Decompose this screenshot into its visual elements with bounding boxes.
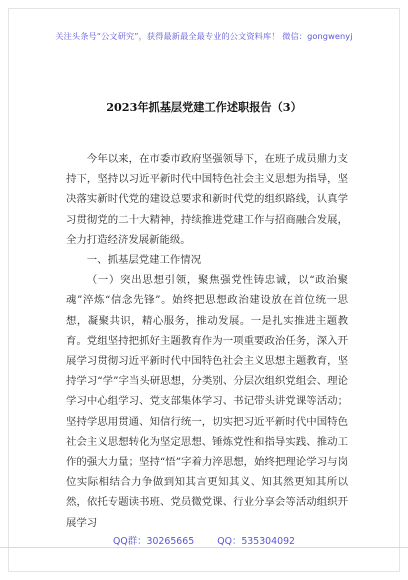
intro-paragraph: 今年以来，在市委市政府坚强领导下，在班子成员鼎力支持下，坚持以习近平新时代中国特色社会主义思想为指导，坚决落实新时代党的建设总要求和新时代党的组织路线，认真学习贯彻党的二十大精神，持续推进党建工作与招商融合发展，全力打造经济发展新能级。 [66,153,348,246]
qq-label: QQ：535304092 [217,536,296,547]
section-heading: 一、抓基层党建工作情况 [86,254,202,267]
body-paragraph: （一）突出思想引领，聚焦强党性铸忠诚，以“政治聚魂”淬炼“信念先锋”。始终把思想政治建设放在首位统一思想，凝聚共识，精心服务，推动发展。一是扎实推进主题教育。党组坚持把抓好主题教育作为一项重要政治任务，深入开展学习贯彻习近平新时代中国特色社会主义思想主题教育，坚持学习“学”字当头研思想，分类别、分层次组织党组会、理论学习中心组学习、党支部集体学习、书记带头讲党课等活动；坚持学思用贯通、知信行统一，切实把习近平新时代中国特色社会主义思想转化为坚定思想、锤炼党性和指导实践、推动工作的强大力量；坚持“悟”字着力淬思想，始终把理论学习与岗位实际相结合力争做到知其言更知其义、知其然更知其所以然，依托专题读书班、党员微党课、行业分享会等活动组织开展学习 [66,274,348,529]
footer-divider [0,547,408,548]
top-banner: 关注头条号“公文研究”，获得最新最全最专业的公文资料库！ 微信：gongwenyj [55,31,353,41]
footer-contact [0,533,408,547]
document-body [66,149,348,533]
document-title: 2023年抓基层党建工作述职报告（3） [106,100,302,114]
qq-group-label: QQ群：30265665 [112,536,195,547]
